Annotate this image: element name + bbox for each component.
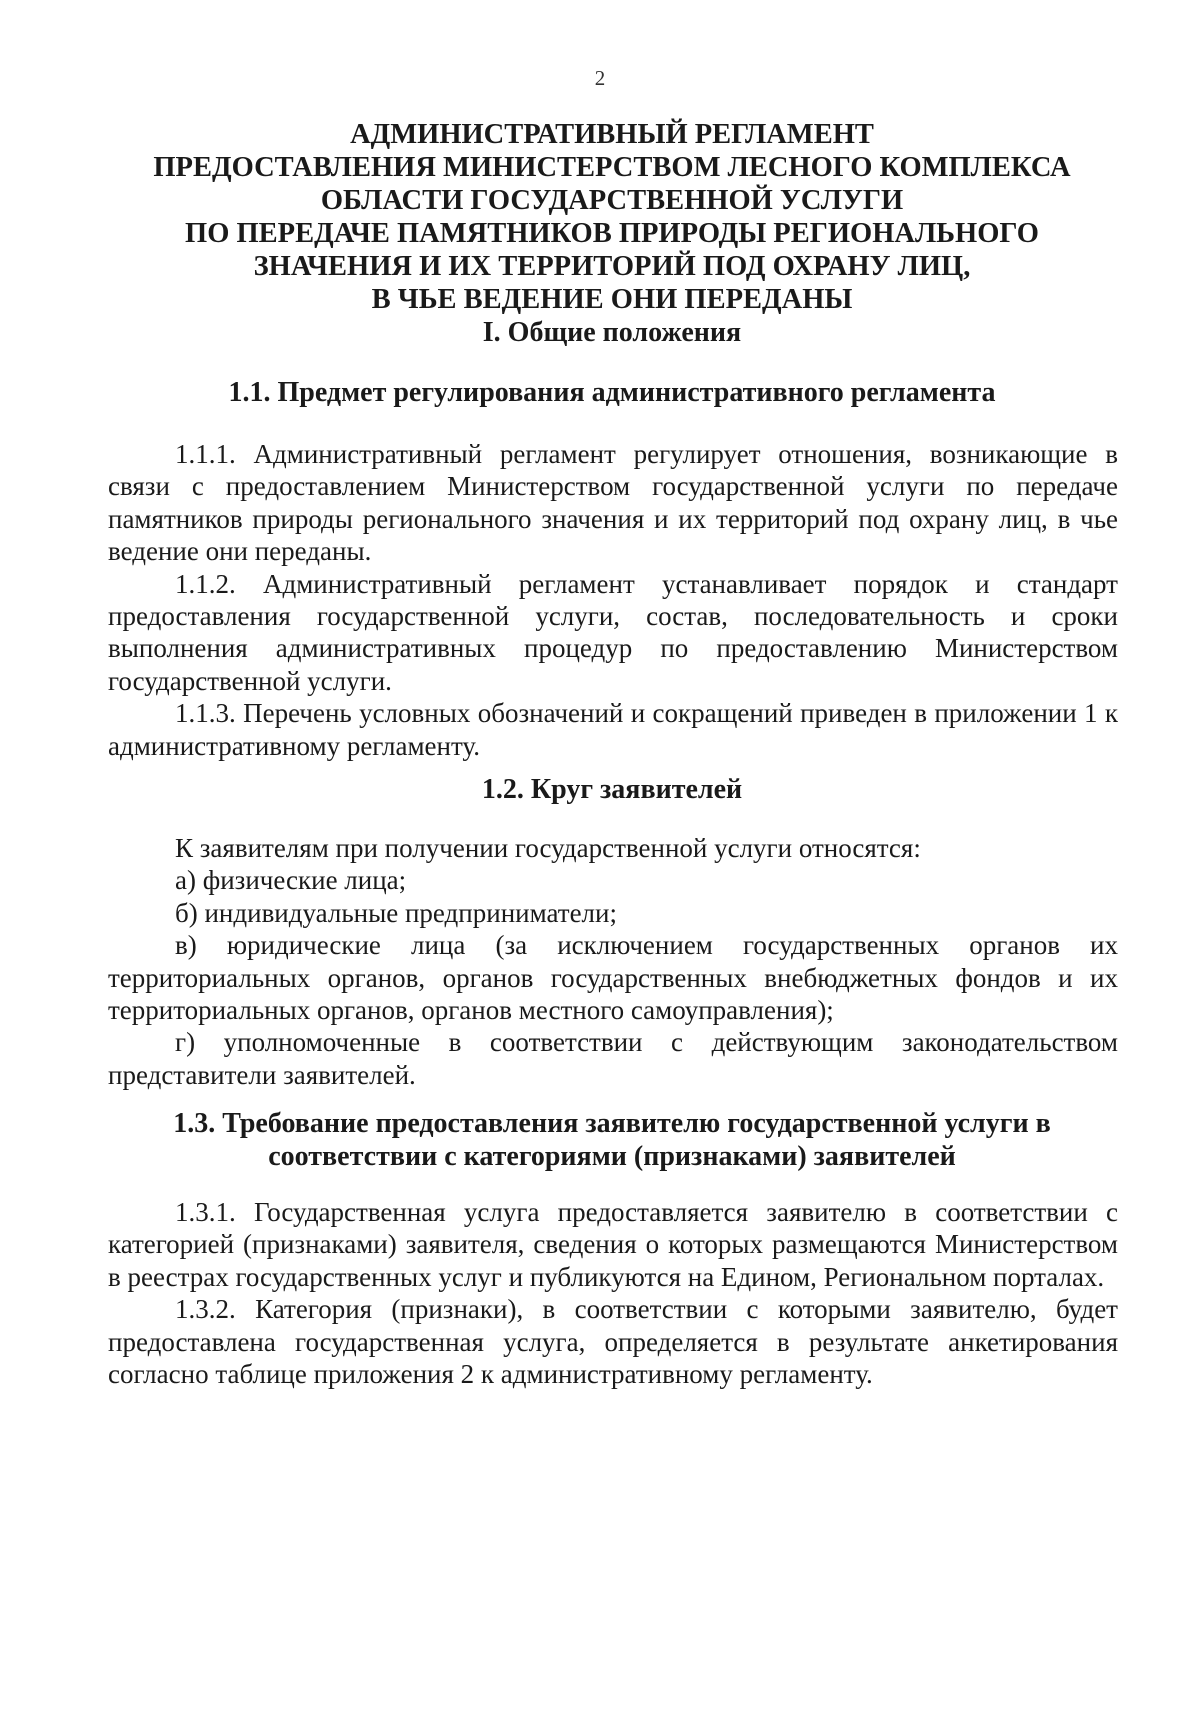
paragraph-1-1-2: 1.1.2. Административный регламент устанавливает порядок и стандарт предоставления государственной услуги, состав, последовательность и сроки выполнения административных процедур по предоставлению Министерством государственной услуги.: [108, 568, 1118, 696]
heading-line: соответствии с категориями (признаками) заявителей: [268, 1141, 956, 1172]
document-title: [100, 118, 1124, 316]
paragraph-1-3-1: 1.3.1. Государственная услуга предоставляется заявителю в соответствии с категорией (признаками) заявителя, сведения о которых размещаются Министерством в реестрах государственных услуг и публикуются на Едином, Региональном порталах.: [108, 1197, 1118, 1292]
title-line: ОБЛАСТИ ГОСУДАРСТВЕННОЙ УСЛУГИ: [320, 185, 904, 216]
title-line: ЗНАЧЕНИЯ И ИХ ТЕРРИТОРИЙ ПОД ОХРАНУ ЛИЦ,: [253, 251, 971, 282]
applicants-item-c: в) юридические лица (за исключением государственных органов их территориальных органов, органов государственных внебюджетных фондов и их территориальных органов, органов местного самоуправления);: [108, 930, 1118, 1026]
subsection-heading-1-1: 1.1. Предмет регулирования административного регламента: [228, 377, 996, 408]
applicants-item-d: г) уполномоченные в соответствии с действующим законодательством представители заявителей.: [108, 1027, 1118, 1090]
title-line: ПО ПЕРЕДАЧЕ ПАМЯТНИКОВ ПРИРОДЫ РЕГИОНАЛЬНОГО: [185, 218, 1039, 249]
paragraph-1-3-2: 1.3.2. Категория (признаки), в соответствии с которыми заявителю, будет предоставлена государственная услуга, определяется в результате анкетирования согласно таблице приложения 2 к административному регламенту.: [108, 1294, 1118, 1390]
section-heading-general: I. Общие положения: [482, 317, 742, 348]
heading-line: 1.3. Требование предоставления заявителю государственной услуги в: [173, 1108, 1051, 1139]
title-line: ПРЕДОСТАВЛЕНИЯ МИНИСТЕРСТВОМ ЛЕСНОГО КОМПЛЕКСА: [153, 152, 1071, 183]
title-line: В ЧЬЕ ВЕДЕНИЕ ОНИ ПЕРЕДАНЫ: [371, 284, 853, 315]
paragraph-1-1-1: 1.1.1. Административный регламент регулирует отношения, возникающие в связи с предоставлением Министерством государственной услуги по передаче памятников природы регионального значения и их территорий под охрану лиц, в чье ведение они переданы.: [108, 439, 1118, 567]
subsection-heading-1-3: [100, 1107, 1124, 1173]
subsection-1-2-body: [108, 832, 1118, 1091]
applicants-intro: К заявителям при получении государственной услуги относятся:: [175, 833, 921, 863]
applicants-item-a: а) физические лица;: [175, 865, 407, 896]
subsection-1-1-body: [108, 438, 1118, 762]
applicants-item-b: б) индивидуальные предприниматели;: [175, 897, 617, 928]
paragraph-1-1-3: 1.1.3. Перечень условных обозначений и сокращений приведен в приложении 1 к административному регламенту.: [108, 698, 1118, 761]
title-line: АДМИНИСТРАТИВНЫЙ РЕГЛАМЕНТ: [350, 119, 874, 150]
page-number: 2: [594, 66, 606, 90]
subsection-1-3-body: [108, 1196, 1118, 1390]
subsection-heading-1-2: 1.2. Круг заявителей: [481, 774, 743, 805]
